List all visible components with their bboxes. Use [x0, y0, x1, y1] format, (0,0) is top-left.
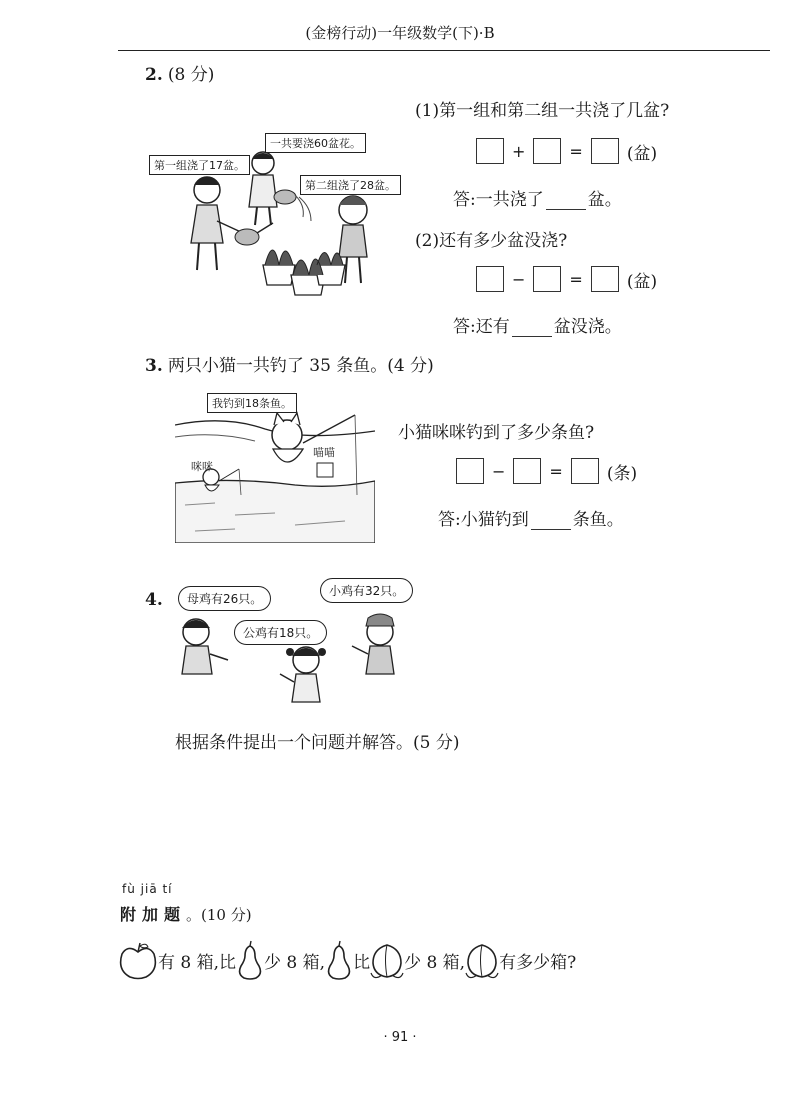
page-number: · 91 · [383, 1030, 417, 1045]
answer-prefix: 答:一共浇了 [453, 190, 544, 210]
answer-blank[interactable] [546, 191, 586, 210]
answer-box[interactable] [571, 458, 599, 484]
bonus-heading [120, 902, 252, 925]
peach-icon [370, 941, 404, 979]
equals-sign: = [569, 269, 583, 289]
unit-label: (盆) [626, 271, 658, 292]
q2-bubble-left: 第一组浇了17盆。 [149, 155, 250, 175]
unit-label: (盆) [626, 143, 658, 164]
q4-cloud-rooster: 公鸡有18只。 [234, 620, 327, 645]
q4-cloud-chick: 小鸡有32只。 [320, 578, 413, 603]
answer-prefix: 答:小猫钓到 [438, 510, 529, 530]
answer-prefix: 答:还有 [453, 317, 510, 337]
answer-suffix: 盆没浇。 [553, 317, 622, 337]
q3-label-miaomiao: 喵喵 [313, 446, 335, 459]
q3-text: 两只小猫一共钓了 35 条鱼。(4 分) [167, 356, 434, 376]
answer-box[interactable] [591, 138, 619, 164]
bonus-text-1: 有 8 箱,比 [158, 952, 237, 973]
bonus-text-2: 少 8 箱, [264, 952, 326, 973]
q2-illustration [145, 125, 415, 300]
apple-icon [118, 940, 158, 980]
q4-cloud-hen: 母鸡有26只。 [178, 586, 271, 611]
answer-suffix: 条鱼。 [572, 510, 624, 530]
q3-equation [456, 458, 637, 484]
answer-blank[interactable] [531, 511, 571, 530]
q2-part1-question: (1)第一组和第二组一共浇了几盆? [415, 101, 670, 121]
bonus-text-4: 少 8 箱, [404, 952, 466, 973]
answer-box[interactable] [513, 458, 541, 484]
bonus-problem [118, 940, 576, 980]
equals-sign: = [569, 141, 583, 161]
q2-number: 2. [145, 65, 163, 85]
q2-heading [145, 60, 214, 85]
pear-icon [325, 940, 353, 980]
pear-icon [236, 940, 264, 980]
minus-sign: − [492, 461, 506, 481]
equals-sign: = [549, 461, 563, 481]
answer-box[interactable] [533, 138, 561, 164]
q4-illustration [168, 574, 418, 709]
q3-illustration [175, 385, 375, 543]
answer-box[interactable] [456, 458, 484, 484]
bonus-text-3: 比 [353, 952, 371, 973]
answer-blank[interactable] [512, 318, 552, 337]
bonus-pinyin: fù jiā tí [122, 882, 173, 896]
q2-bubble-right: 第二组浇了28盆。 [300, 175, 401, 195]
q3-number: 3. [145, 356, 163, 376]
q4-instruction: 根据条件提出一个问题并解答。(5 分) [175, 733, 460, 753]
plus-sign: + [512, 141, 526, 161]
answer-box[interactable] [476, 138, 504, 164]
bonus-text-5: 有多少箱? [499, 952, 577, 973]
q2-part2-question: (2)还有多少盆没浇? [415, 231, 568, 251]
q3-question: 小猫咪咪钓到了多少条鱼? [398, 423, 595, 443]
q4-number: 4. [145, 590, 163, 610]
q3-label-mimi: 咪咪 [191, 460, 213, 473]
q2-part1-answer [453, 185, 622, 210]
q2-part2-answer [453, 312, 622, 337]
q2-part2-equation [476, 266, 657, 292]
bonus-title: 附加题 [120, 905, 187, 924]
answer-box[interactable] [533, 266, 561, 292]
q3-heading [145, 351, 434, 376]
q2-bubble-middle: 一共要浇60盆花。 [265, 133, 366, 153]
page-header: (金榜行动)一年级数学(下)·B [305, 24, 495, 42]
bonus-points: 。(10 分) [186, 906, 252, 924]
q3-bubble: 我钓到18条鱼。 [207, 393, 297, 413]
q3-answer [438, 505, 624, 530]
unit-label: (条) [606, 463, 638, 484]
header-rule [118, 50, 770, 51]
answer-suffix: 盆。 [587, 190, 622, 210]
answer-box[interactable] [476, 266, 504, 292]
q2-part1-equation [476, 138, 657, 164]
q2-points: (8 分) [167, 65, 215, 85]
peach-icon [465, 941, 499, 979]
answer-box[interactable] [591, 266, 619, 292]
minus-sign: − [512, 269, 526, 289]
